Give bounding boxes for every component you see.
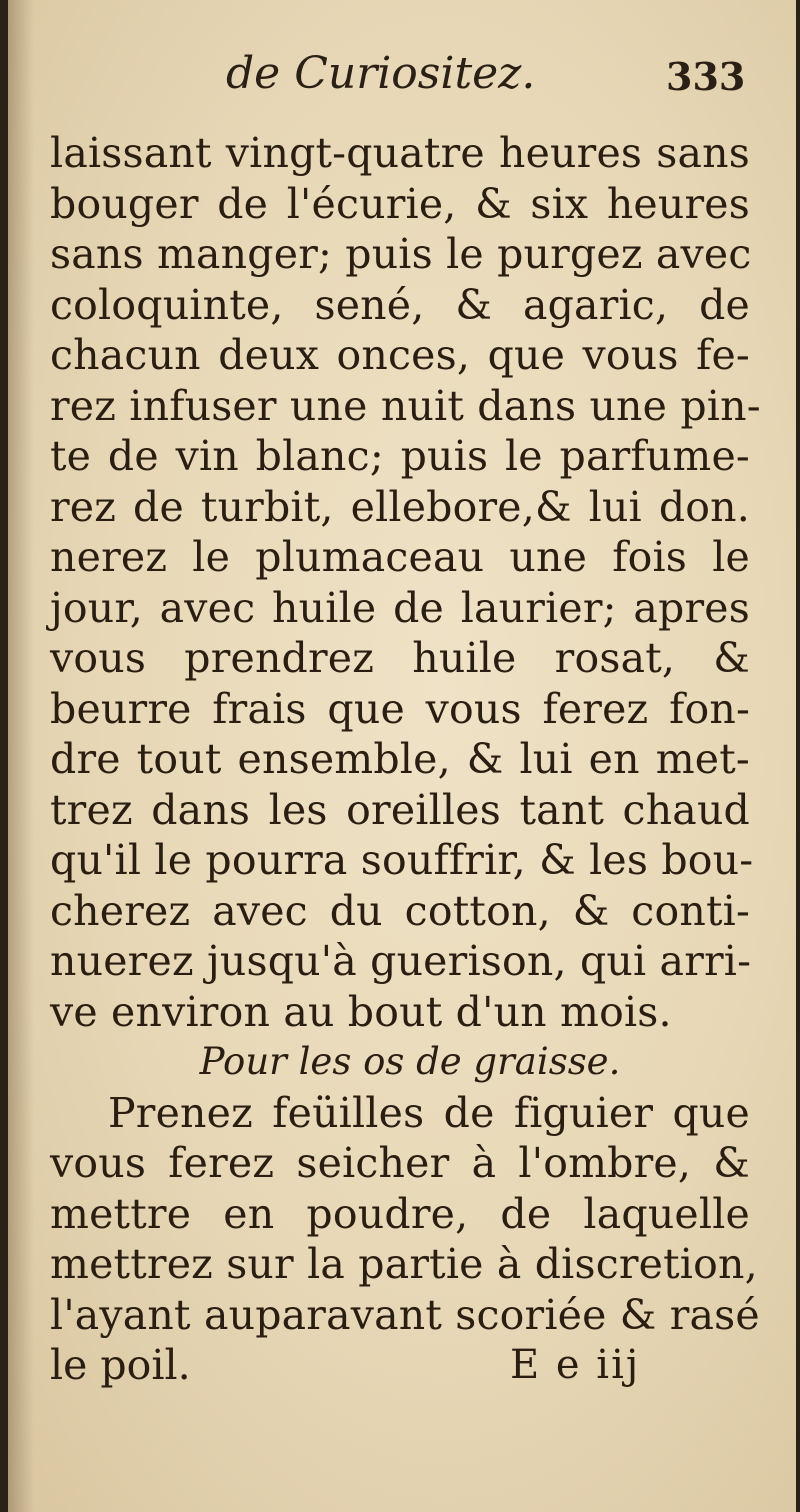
book-page [8, 0, 796, 1512]
text-line: rez de turbit, ellebore,& lui don. [50, 482, 750, 531]
text-line: Prenez feüilles de figuier que [108, 1088, 750, 1137]
text-line: mettrez sur la partie à discretion, [50, 1240, 758, 1288]
text-line: trez dans les oreilles tant chaud [50, 785, 750, 834]
text-line: sans manger; puis le purgez avec [50, 230, 752, 278]
text-line: beurre frais que vous ferez fon- [50, 684, 750, 733]
running-title: de Curiositez. [226, 48, 536, 99]
text-line: bouger de l'écurie, & six heures [50, 179, 750, 228]
text-line: mettre en poudre, de laquelle [50, 1189, 750, 1238]
text-line: chacun deux onces, que vous fe- [50, 331, 750, 379]
text-line: nerez le plumaceau une fois le [50, 533, 750, 581]
text-line: vous prendrez huile rosat, & [50, 634, 750, 682]
text-line: jour, avec huile de laurier; apres [50, 583, 750, 632]
section-heading: Pour les os de graisse. [199, 1040, 621, 1083]
closing-text: le poil. [50, 1341, 191, 1389]
text-line: cherez avec du cotton, & conti- [50, 886, 750, 935]
body-text [50, 128, 761, 1391]
text-line: coloquinte, sené, & agaric, de [50, 280, 750, 329]
text-line: vous ferez seicher à l'ombre, & [50, 1139, 750, 1187]
signature-mark: E e iij [510, 1342, 641, 1388]
text-line: rez infuser une nuit dans une pin- [50, 381, 761, 430]
page-footer [50, 1340, 750, 1391]
text-line: ve environ au bout d'un mois. [50, 987, 672, 1036]
text-line: l'ayant auparavant scoriée & rasé [50, 1290, 760, 1339]
text-line: dre tout ensemble, & lui en met- [50, 735, 750, 783]
text-line: nuerez jusqu'à guerison, qui arri- [50, 937, 752, 985]
text-line: laissant vingt-quatre heures sans [50, 129, 750, 177]
text-line: te de vin blanc; puis le parfume- [50, 432, 750, 480]
page-number: 333 [666, 54, 746, 99]
text-line: qu'il le pourra souffrir, & les bou- [50, 836, 754, 884]
page-header [8, 48, 796, 118]
